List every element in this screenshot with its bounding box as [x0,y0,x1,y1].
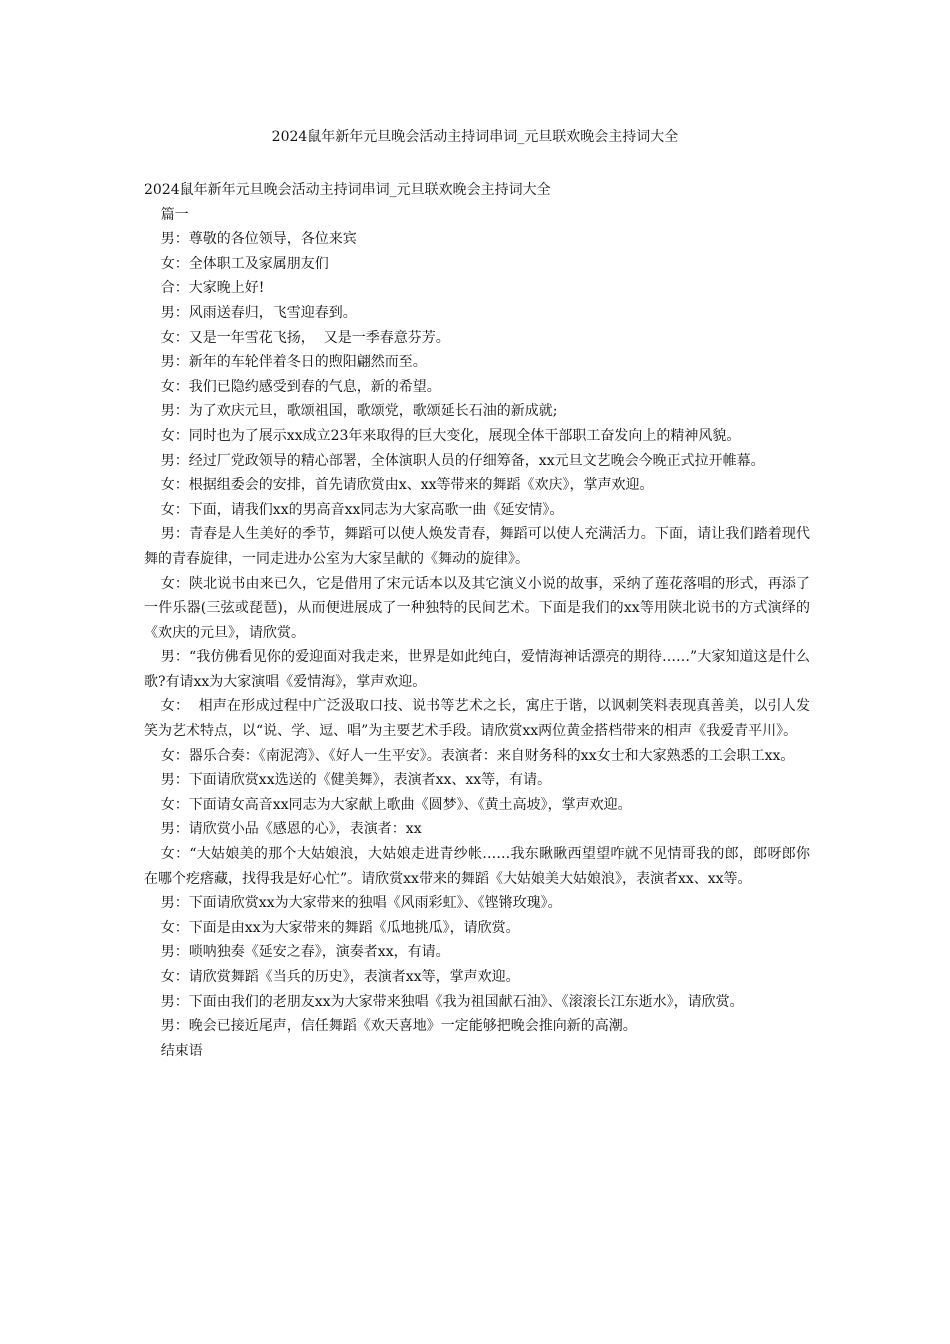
paragraph: 男：晚会已接近尾声，信任舞蹈《欢天喜地》一定能够把晚会推向新的高潮。 [160,1018,637,1035]
paragraph: 男：下面请欣赏xx为大家带来的独唱《风雨彩虹》、《铿锵玫瑰》。 [160,895,562,912]
paragraph: 男：唢呐独奏《延安之春》，演奏者xx，有请。 [160,944,450,961]
paragraph: 男：尊敬的各位领导，各位来宾 [160,231,357,248]
document-title: 2024鼠年新年元旦晚会活动主持词串词_元旦联欢晚会主持词大全 [271,129,679,145]
paragraph: 男：新年的车轮伴着冬日的煦阳翩然而至。 [160,354,427,371]
paragraph: 男：为了欢庆元旦，歌颂祖国，歌颂党，歌颂延长石油的新成就; [160,403,558,420]
paragraph: 男：请欣赏小品《感恩的心》，表演者：xx [160,821,422,838]
paragraph: 男：下面由我们的老朋友xx为大家带来独唱《我为祖国献石油》、《滚滚长江东逝水》，请欣赏。 [160,993,744,1010]
paragraph: 女：同时也为了展示xx成立23年来取得的巨大变化，展现全体干部职工奋发向上的精神风貌。 [160,427,741,444]
paragraph: 男：经过厂党政领导的精心部署，全体演职人员的仔细筹备，xx元旦文艺晚会今晚正式拉开帷幕。 [160,452,765,469]
paragraph: 合：大家晚上好! [160,280,265,297]
paragraph: 结束语 [160,1042,203,1059]
paragraph: 女：我们已隐约感受到春的气息，新的希望。 [160,378,441,395]
paragraph: 女：又是一年雪花飞扬， 又是一季春意芬芳。 [160,329,450,346]
paragraph: 男：风雨送春归，飞雪迎春到。 [160,304,357,321]
document-subtitle: 2024鼠年新年元旦晚会活动主持词串词_元旦联欢晚会主持词大全 [144,182,551,198]
paragraph: 篇一 [160,206,189,223]
paragraph: 男：下面请欣赏xx选送的《健美舞》，表演者xx、xx等，有请。 [160,772,552,789]
paragraph: 女：下面请女高音xx同志为大家献上歌曲《圆梦》、《黄土高坡》，掌声欢迎。 [160,796,632,813]
paragraph: 女：器乐合奏：《南泥湾》、《好人一生平安》。表演者：来自财务科的xx女士和大家熟悉的工会职工xx。 [160,747,795,764]
paragraph: 男：青春是人生美好的季节，舞蹈可以使人焕发青春，舞蹈可以使人充满活力。下面，请让我们踏着现代舞的青春旋律，一同走进办公室为大家呈献的《舞动的旋律》。 [144,526,810,567]
paragraph: 女： 相声在形成过程中广泛汲取口技、说书等艺术之长，寓庄于谐，以讽刺笑料表现真善美，以引人发笑为艺术特点，以“说、学、逗、唱”为主要艺术手段。请欣赏xx两位黄金搭档带来的相声《我爱青平川》。 [144,698,810,740]
paragraph: 女：请欣赏舞蹈《当兵的历史》，表演者xx等，掌声欢迎。 [160,969,520,985]
paragraph: 女：“大姑娘美的那个大姑娘浪，大姑娘走进青纱帐……我东瞅瞅西望望咋就不见情哥我的郎，郎呀郎你在哪个疙瘩藏，找得我是好心忙”。请欣赏xx带来的舞蹈《大姑娘美大姑娘浪》，表演者xx、xx等。 [144,846,810,887]
paragraph: 女：全体职工及家属朋友们 [160,255,329,272]
paragraph: 女：下面，请我们xx的男高音xx同志为大家高歌一曲《延安情》。 [160,501,564,518]
paragraph: 女：陕北说书由来已久，它是借用了宋元话本以及其它演义小说的故事，采纳了莲花落唱的形式，再添了一件乐器(三弦或琵琶)，从而便进展成了一种独特的民间艺术。下面是我们的xx等用陕北说书的方式演绎的《欢庆的元旦》，请欣赏。 [144,575,810,641]
paragraph: 女：根据组委会的安排，首先请欣赏由x、xx等带来的舞蹈《欢庆》，掌声欢迎。 [160,477,654,494]
document-body [144,178,810,1063]
paragraph: 男：“我仿佛看见你的爱迎面对我走来，世界是如此纯白，爱情海神话漂亮的期待……”大家知道这是什么歌?有请xx为大家演唱《爱情海》，掌声欢迎。 [144,649,810,690]
paragraph: 女：下面是由xx为大家带来的舞蹈《瓜地挑瓜》，请欣赏。 [160,919,520,936]
